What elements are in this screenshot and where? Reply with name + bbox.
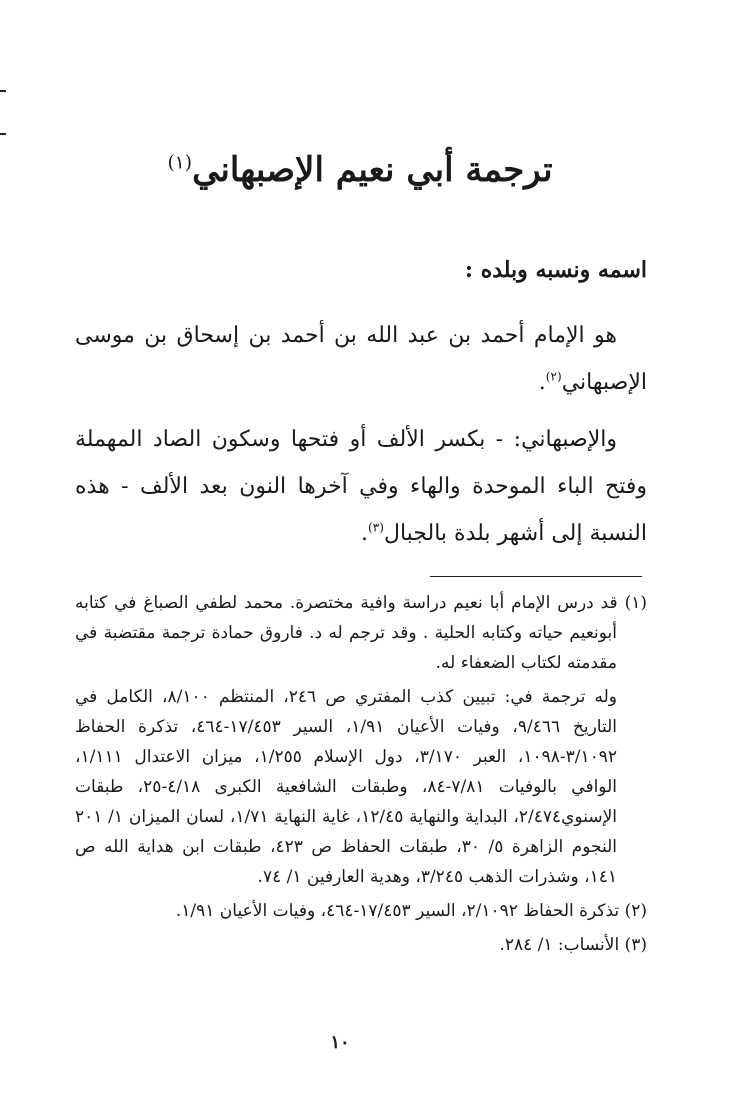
section-heading: اسمه ونسبه وبلده : bbox=[464, 257, 647, 283]
page-number: ١٠ bbox=[330, 1032, 350, 1053]
footnote-1-sources bbox=[75, 682, 647, 892]
paragraph-nisba bbox=[75, 416, 647, 557]
paragraph-nisba-tail: . bbox=[361, 521, 369, 546]
paragraph-nisba-text: والإصبهاني: - بكسر الألف أو فتحها وسكون الصاد المهملة وفتح الباء الموحدة والهاء وفي آخرها النون بعد الألف - هذه النسبة إلى أشهر بلدة بالجبال bbox=[75, 427, 647, 546]
footnote-marker: (١) bbox=[624, 593, 647, 613]
footnote-1 bbox=[75, 588, 647, 678]
paragraph-name bbox=[75, 312, 647, 406]
title-text: ترجمة أبي نعيم الإصبهاني bbox=[192, 150, 553, 190]
margin-tick-top bbox=[0, 90, 6, 92]
paragraph-name-tail: . bbox=[538, 370, 546, 395]
margin-tick-bottom bbox=[0, 133, 6, 135]
footnote-marker: (٣) bbox=[624, 935, 647, 955]
paragraph-name-text: هو الإمام أحمد بن عبد الله بن أحمد بن إسحاق بن موسى الإصبهاني bbox=[75, 323, 647, 395]
page-title bbox=[60, 140, 660, 200]
title-footnote-ref: (١) bbox=[167, 152, 193, 174]
footnote-text: تذكرة الحفاظ ٢/١٠٩٢، السير ١٧/٤٥٣-٤٦٤، وفيات الأعيان ١/٩١. bbox=[175, 901, 620, 921]
footnote-text: وله ترجمة في: تبيين كذب المفتري ص ٢٤٦، المنتظم ٨/١٠٠، الكامل في التاريخ ٩/٤٦٦، وفيات الأعيان ١/٩١، السير ١٧/٤٥٣-٤٦٤، تذكرة الحفاظ ٣/١٠٩٢-١٠٩٨، العبر ٣/١٧٠، دول الإسلام ١/٢٥٥، ميزان الاعتدال ١/١١١، الوافي بالوفيات ٧/٨١-٨٤، وطبقات الشافعية الكبرى ٤/١٨-٢٥، طبقات الإسنوي٢/٤٧٤، البداية والنهاية ١٢/٤٥، غاية النهاية ١/٧١، لسان الميزان ١/ ٢٠١ النجوم الزاهرة ٥/ ٣٠، طبقات الحفاظ ص ٤٢٣، طبقات ابن هداية الله ص ١٤١، وشذرات الذهب ٣/٢٤٥، وهدية العارفين ١/ ٧٤. bbox=[75, 687, 618, 887]
footnote-text: قد درس الإمام أبا نعيم دراسة وافية مختصرة. محمد لطفي الصباغ في كتابه أبونعيم حياته وكتابه الحلية . وقد ترجم له د. فاروق حمادة ترجمة مقتضبة في مقدمته لكتاب الضعفاء له. bbox=[75, 593, 618, 673]
footnote-separator bbox=[430, 576, 642, 577]
footnote-text: الأنساب: ١/ ٢٨٤. bbox=[499, 935, 620, 955]
footnote-marker: (٢) bbox=[624, 901, 647, 921]
paragraph-name-footnote-ref: (٢) bbox=[545, 369, 562, 384]
footnote-3 bbox=[75, 930, 647, 960]
footnotes bbox=[75, 588, 647, 964]
footnote-2 bbox=[75, 896, 647, 926]
paragraph-nisba-footnote-ref: (٣) bbox=[368, 520, 384, 535]
